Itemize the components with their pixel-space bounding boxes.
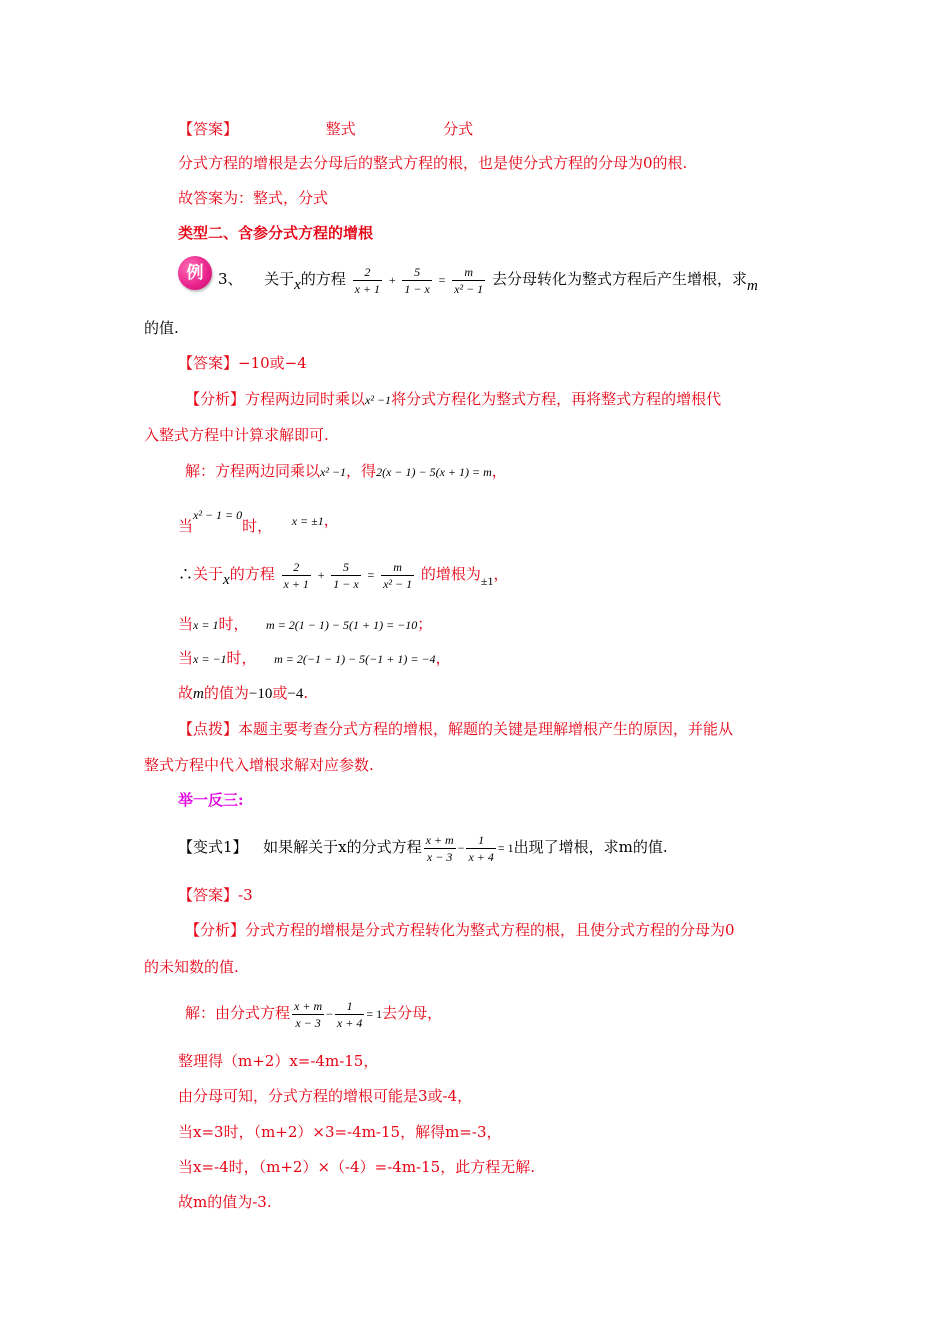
tip-3-line-2: 整式方程中代入增根求解对应参数. [144, 756, 374, 774]
answer-v1 [178, 885, 253, 905]
solution-3-line-4: 当x = 1时， m = 2(1 − 1) − 5(1 + 1) = −10； [178, 615, 433, 633]
variant-1-label: 【变式1】 [178, 838, 248, 856]
var-x: x [294, 277, 301, 293]
solution-v1-line-2: 整理得（m+2）x=-4m-15， [178, 1052, 379, 1070]
example-post: 去分母转化为整式方程后产生增根，求 [491, 270, 747, 288]
solution-v1-line-4: 当x=3时，（m+2）×3=-4m-15，解得m=-3， [178, 1123, 502, 1141]
type2-heading: 类型二、含参分式方程的增根 [178, 224, 374, 242]
solution-v1-line-3: 由分母可知，分式方程的增根可能是3或-4， [178, 1087, 473, 1105]
fraction-2: $\frac{5}{1 - x}$ [404, 264, 430, 296]
solution-v1-line-5: 当x=-4时，（m+2）×（-4）=-4m-15，此方程无解. [178, 1158, 535, 1176]
analysis-v1: 【分析】分式方程的增根是分式方程转化为整式方程的根，且使分式方程的分母为0 [185, 921, 735, 939]
analysis-v1-line-2: 的未知数的值. [144, 958, 239, 976]
solution-3-line-5: 当x = −1时， m = 2(−1 − 1) − 5(−1 + 1) = −4， [178, 649, 451, 667]
blank-1: 整式 [325, 120, 356, 138]
fraction-1: $\frac{2}{x + 1}$ [354, 264, 381, 296]
conclusion-line: 故答案为：整式，分式 [178, 189, 329, 207]
explanation-line: 分式方程的增根是去分母后的整式方程的根，也是使分式方程的分母为0的根. [178, 154, 688, 172]
variant-1-line: 【变式1】 如果解关于x的分式方程 $\frac{x + m}{x - 3}$ − $\frac{1}{x + 4}$ = 1出现了增根，求m的值. [178, 832, 668, 864]
answer-3-label: 【答案】 [178, 354, 239, 372]
solution-3-line-2: 当$^{x^2 - 1 = 0}$时， x = ±1， [178, 508, 339, 535]
answer-line-1 [178, 119, 473, 139]
practice-heading: 举一反三: [178, 791, 244, 809]
example-badge-icon: 例 [178, 256, 212, 290]
example-3-line: 3、 关于x的方程 $\frac{2}{x + 1}$ + $\frac{5}{1 - x}$ = $\frac{m}{\text{x² − 1}}$ 去分母转化为整式方程后产生增根，求m [218, 264, 758, 296]
analysis-3: 【分析】方程两边同时乘以x² −1将分式方程化为整式方程，再将整式方程的增根代 [185, 390, 722, 408]
analysis-v1-label: 【分析】 [185, 921, 246, 939]
blank-2: 分式 [443, 120, 474, 138]
example-pre: 关于 [264, 270, 295, 288]
tip-3-label: 【点拨】 [178, 720, 239, 738]
solution-3-line-6: 故m的值为−10或−4. [178, 684, 309, 702]
example-number: 3、 [218, 270, 243, 288]
answer-label: 【答案】 [178, 120, 239, 138]
answer-v1-label: 【答案】 [178, 886, 239, 904]
fraction-3: $\frac{m}{\text{x² − 1}}$ [454, 264, 484, 296]
solution-3-line-3: ∴关于x的方程 $\frac{2}{x + 1}$ + $\frac{5}{1 - x}$ = $\frac{m}{\text{x² − 1}}$ 的增根为$_{\pm 1}$， [178, 559, 509, 591]
analysis-3-label: 【分析】 [185, 390, 246, 408]
solution-3-line-1: 解：方程两边同乘以x² −1，得2(x − 1) − 5(x + 1) = m， [185, 462, 507, 480]
example-of-eq: 的方程 [300, 270, 346, 288]
solution-v1-line-6: 故m的值为-3. [178, 1193, 272, 1211]
analysis-3-line-2: 入整式方程中计算求解即可. [144, 426, 329, 444]
answer-3 [178, 353, 307, 373]
answer-3-value: −10或−4 [238, 354, 307, 372]
answer-v1-value: -3 [238, 886, 253, 904]
solution-v1-line-1: 解：由分式方程 $\frac{x + m}{x - 3}$ − $\frac{1}{x + 4}$ = 1去分母， [185, 998, 443, 1030]
example-3-line-2: 的值. [144, 319, 179, 337]
var-m: m [746, 278, 758, 294]
tip-3: 【点拨】本题主要考查分式方程的增根，解题的关键是理解增根产生的原因，并能从 [178, 720, 734, 738]
